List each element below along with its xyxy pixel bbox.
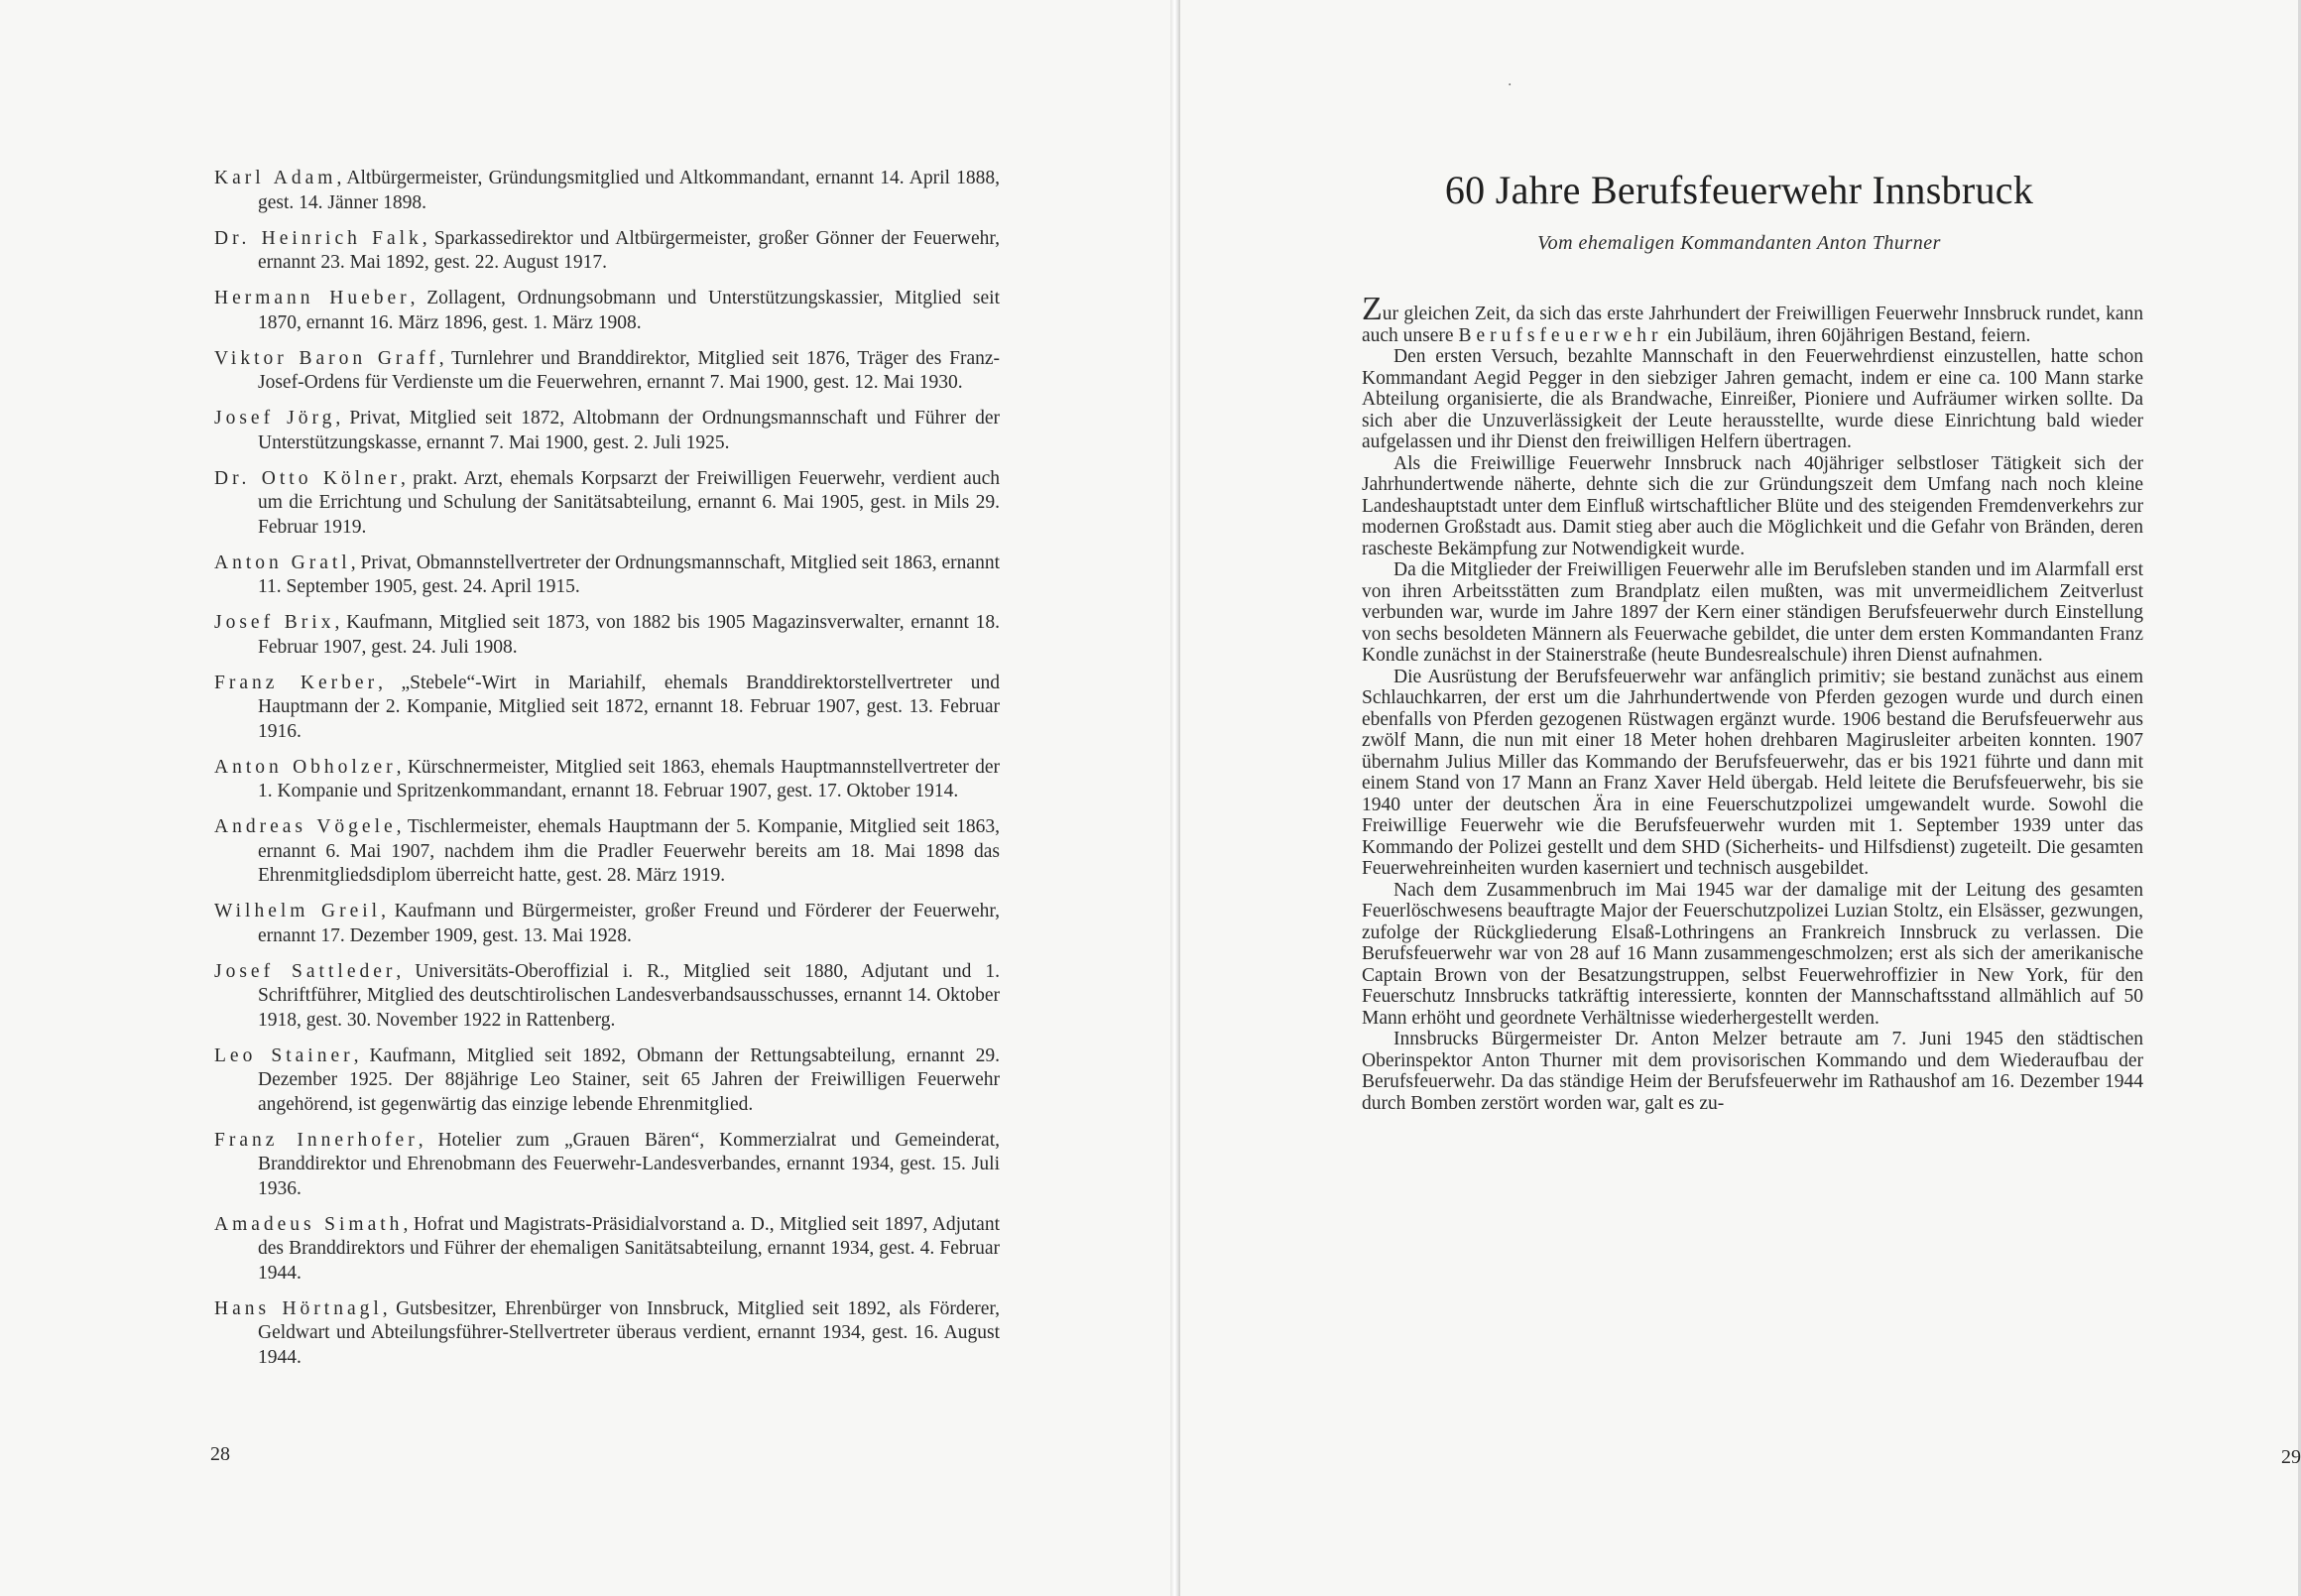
member-name: Andreas Vögele	[214, 816, 397, 837]
member-name: Wilhelm Greil	[214, 901, 382, 921]
member-name: Hermann Hueber	[214, 288, 411, 308]
member-details: , Altbürgermeister, Gründungsmitglied und Altkommandant, ernannt 14. April 1888, gest. 14. Jänner 1898.	[258, 168, 1000, 213]
list-item	[214, 1129, 1000, 1202]
page-number: 28	[210, 1443, 230, 1465]
article-body	[1362, 291, 2143, 1114]
member-details: , Turnlehrer und Branddirektor, Mitglied seit 1876, Träger des Franz-Josef-Ordens für Verdienste um die Feuerwehren, ernannt 7. Mai 1900, gest. 12. Mai 1930.	[258, 347, 1000, 393]
member-name: Josef Brix	[214, 612, 335, 633]
member-name: Amadeus Simath	[214, 1213, 404, 1235]
member-name: Anton Obholzer	[214, 756, 397, 778]
member-details: , Gutsbesitzer, Ehrenbürger von Innsbruck, Mitglied seit 1892, als Förderer, Geldwart und Abteilungsführer-Stellvertreter überaus verdient, ernannt 1934, gest. 16. August 1944.	[258, 1297, 1000, 1368]
scan-mark: ·	[1508, 77, 1513, 93]
list-item	[214, 900, 1000, 948]
member-name: Dr. Otto Kölner	[214, 467, 401, 489]
member-name: Viktor Baron Graff	[214, 347, 439, 369]
list-item	[214, 167, 1000, 215]
drop-cap: Z	[1362, 291, 1383, 327]
paragraph-text: ur gleichen Zeit, da sich das erste Jahrhundert der Freiwilligen Feuerwehr Innsbruck rundet, kann auch unsere	[1362, 304, 2143, 346]
member-details: , Kaufmann, Mitglied seit 1873, von 1882 bis 1905 Magazinsverwalter, ernannt 18. Februar 1907, gest. 24. Juli 1908.	[258, 612, 1000, 658]
member-name: Dr. Heinrich Falk	[214, 227, 423, 249]
paragraph: Da die Mitglieder der Freiwilligen Feuerwehr alle im Berufsleben standen und im Alarmfall erst von ihren Arbeitsstätten zum Brandplatz eilen mußten, was mit unvermeidlichem Zeitverlust verbunden war, wurde im Jahre 1897 der Kern einer ständigen Berufsfeuerwehr durch Einstellung von sechs besoldeten Männern als Feuerwache gebildet, die unter dem ersten Kommandanten Franz Kondle zunächst in der Stainerstraße (heute Bundesrealschule) ihren Dienst aufnahmen.	[1362, 559, 2143, 666]
list-item	[214, 611, 1000, 660]
paragraph	[1362, 291, 2143, 346]
paragraph: Die Ausrüstung der Berufsfeuerwehr war anfänglich primitiv; sie bestand zunächst aus einem Schlauchkarren, der erst um die Jahrhundertwende von Pferden gezogen wurde und durch einen ebenfalls von Pferden gezogenen Rüstwagen ergänzt wurde. 1906 bestand die Berufsfeuerwehr aus zwölf Mann, die nun mit einer 18 Meter hohen drehbaren Magirusleiter arbeiten konnten. 1907 übernahm Julius Miller das Kommando der Berufsfeuerwehr, das er bis 1921 führte und dann mit einem Stand von 17 Mann an Franz Xaver Held übergab. Held leitete die Berufsfeuerwehr, bis sie 1940 unter der deutschen Ära in eine Feuerschutzpolizei umgewandelt wurde. Sowohl die Freiwillige Feuerwehr wie die Berufsfeuerwehr wurden mit 1. September 1939 unter das Kommando der Polizei gestellt und dem SHD (Sicherheits- und Hilfsdienst) zugeteilt. Die gesamten Feuerwehreinheiten wurden kaserniert und technisch ausgebildet.	[1362, 666, 2143, 879]
member-details: , prakt. Arzt, ehemals Korpsarzt der Freiwilligen Feuerwehr, verdient auch um die Errichtung und Schulung der Sanitätsabteilung, ernannt 6. Mai 1905, gest. in Mils 29. Februar 1919.	[258, 467, 1000, 538]
list-item	[214, 1044, 1000, 1118]
right-page	[1180, 0, 2301, 1596]
member-name: Karl Adam	[214, 168, 337, 188]
member-details: , Hofrat und Magistrats-Präsidialvorstand a. D., Mitglied seit 1897, Adjutant des Branddirektors und Führer der ehemaligen Sanitätsabteilung, ernannt 1934, gest. 4. Februar 1944.	[258, 1213, 1001, 1284]
list-item	[214, 960, 1000, 1034]
paragraph-text: ein Jubiläum, ihren 60jährigen Bestand, feiern.	[1662, 324, 2031, 346]
list-item	[214, 1213, 1000, 1287]
member-details: , Kaufmann, Mitglied seit 1892, Obmann der Rettungsabteilung, ernannt 29. Dezember 1925. Der 88jährige Leo Stainer, seit 65 Jahren der Freiwilligen Feuerwehr angehörend, ist gegenwärtig das einzige lebende Ehrenmitglied.	[258, 1044, 1000, 1115]
paragraph: Den ersten Versuch, bezahlte Mannschaft in den Feuerwehrdienst einzustellen, hatte schon Kommandant Aegid Pegger in den siebziger Jahren gemacht, indem er eine ca. 100 Mann starke Abteilung organisierte, die als Brandwache, Einreißer, Pioniere und Aufräumer wirken sollte. Da sich aber die Unzuverlässigkeit der Leute herausstellte, wurde diese Einrichtung bald wieder aufgelassen und ihr Dienst den freiwilligen Helfern übertragen.	[1362, 346, 2143, 452]
book-gutter	[1170, 0, 1180, 1596]
list-item	[214, 756, 1000, 804]
member-name: Leo Stainer	[214, 1044, 354, 1066]
honorary-members-list	[214, 167, 1000, 1382]
member-details: , Privat, Obmannstellvertreter der Ordnungsmannschaft, Mitglied seit 1863, ernannt 11. September 1905, gest. 24. April 1915.	[258, 552, 1000, 597]
list-item	[214, 1297, 1000, 1371]
member-name: Josef Jörg	[214, 408, 336, 429]
page-number: 29	[2281, 1446, 2301, 1468]
list-item	[214, 815, 1000, 889]
member-name: Hans Hörtnagl	[214, 1297, 383, 1319]
paragraph: Nach dem Zusammenbruch im Mai 1945 war der damalige mit der Leitung des gesamten Feuerlöschwesens beauftragte Major der Feuerschutzpolizei Luzian Stoltz, ein Elsässer, gezwungen, zufolge der Rückgliederung Elsaß-Lothringens an Frankreich Innsbruck zu verlassen. Die Berufsfeuerwehr war von 28 auf 16 Mann zusammengeschmolzen; erst als sich der amerikanische Captain Brown von der Besatzungstruppen, selbst Feuerwehroffizier in New York, für den Feuerschutz Innsbrucks tatkräftig interessierte, konnten der Mannschaftsstand allmählich auf 50 Mann erhöht und geordnete Verhältnisse wiederhergestellt werden.	[1362, 879, 2143, 1029]
member-details: , Privat, Mitglied seit 1872, Altobmann der Ordnungsmannschaft und Führer der Unterstützungskasse, ernannt 7. Mai 1900, gest. 2. Juli 1925.	[258, 408, 1000, 453]
member-details: , „Stebele“-Wirt in Mariahilf, ehemals Branddirektorstellvertreter und Hauptmann der 2. Kompanie, Mitglied seit 1872, ernannt 18. Februar 1907, gest. 13. Februar 1916.	[258, 672, 1000, 742]
page-title: 60 Jahre Berufsfeuerwehr Innsbruck	[1444, 168, 2034, 212]
member-details: , Zollagent, Ordnungsobmann und Unterstützungskassier, Mitglied seit 1870, ernannt 16. März 1896, gest. 1. März 1908.	[258, 288, 1000, 333]
member-name: Anton Gratl	[214, 552, 351, 573]
member-details: , Kürschnermeister, Mitglied seit 1863, ehemals Hauptmannstellvertreter der 1. Kompanie und Spritzenkommandant, ernannt 18. Februar 1907, gest. 17. Oktober 1914.	[258, 756, 1000, 801]
paragraph: Innsbrucks Bürgermeister Dr. Anton Melzer betraute am 7. Juni 1945 den städtischen Oberinspektor Anton Thurner mit dem provisorischen Kommando und dem Wiederaufbau der Berufsfeuerwehr. Da das ständige Heim der Berufsfeuerwehr im Rathaushof am 16. Dezember 1944 durch Bomben zerstört worden war, galt es zu-	[1362, 1029, 2143, 1114]
list-item	[214, 672, 1000, 745]
member-name: Franz Kerber	[214, 672, 379, 693]
list-item	[214, 287, 1000, 335]
member-name: Franz Innerhofer	[214, 1129, 419, 1151]
list-item	[214, 227, 1000, 276]
list-item	[214, 467, 1000, 541]
member-name: Josef Sattleder	[214, 960, 397, 982]
page-subtitle: Vom ehemaligen Kommandanten Anton Thurner	[1537, 232, 1941, 254]
member-details: , Sparkassedirektor und Altbürgermeister, großer Gönner der Feuerwehr, ernannt 23. Mai 1892, gest. 22. August 1917.	[258, 227, 1001, 273]
list-item	[214, 407, 1000, 455]
member-details: , Hotelier zum „Grauen Bären“, Kommerzialrat und Gemeinderat, Branddirektor und Ehrenobmann des Feuerwehr-Landesverbandes, ernannt 1934, gest. 15. Juli 1936.	[258, 1129, 1000, 1199]
member-details: , Kaufmann und Bürgermeister, großer Freund und Förderer der Feuerwehr, ernannt 17. Dezember 1909, gest. 13. Mai 1928.	[258, 901, 1000, 946]
emphasized-text: Berufsfeuerwehr	[1458, 324, 1663, 346]
list-item	[214, 347, 1000, 396]
member-details: , Universitäts-Oberoffizial i. R., Mitglied seit 1880, Adjutant und 1. Schriftführer, Mitglied des deutschtirolischen Landesverbandsausschusses, ernannt 14. Oktober 1918, gest. 30. November 1922 in Rattenberg.	[258, 960, 1000, 1031]
paragraph: Als die Freiwillige Feuerwehr Innsbruck nach 40jähriger selbstloser Tätigkeit sich der Jahrhundertwende näherte, dehnte sich die zur Gründungszeit dem Umfang nach noch kleine Landeshauptstadt unter dem Einfluß wirtschaftlicher Blüte und des steigenden Fremdenverkehrs zur modernen Großstadt aus. Damit stieg aber auch die Möglichkeit und die Gefahr von Bränden, deren rascheste Bekämpfung zur Notwendigkeit wurde.	[1362, 452, 2143, 559]
list-item	[214, 552, 1000, 600]
member-details: , Tischlermeister, ehemals Hauptmann der 5. Kompanie, Mitglied seit 1863, ernannt 6. Mai 1907, nachdem ihm die Pradler Feuerwehr bereits am 18. Mai 1898 das Ehrenmitgliedsdiplom überreicht hatte, gest. 28. März 1919.	[258, 816, 1000, 886]
